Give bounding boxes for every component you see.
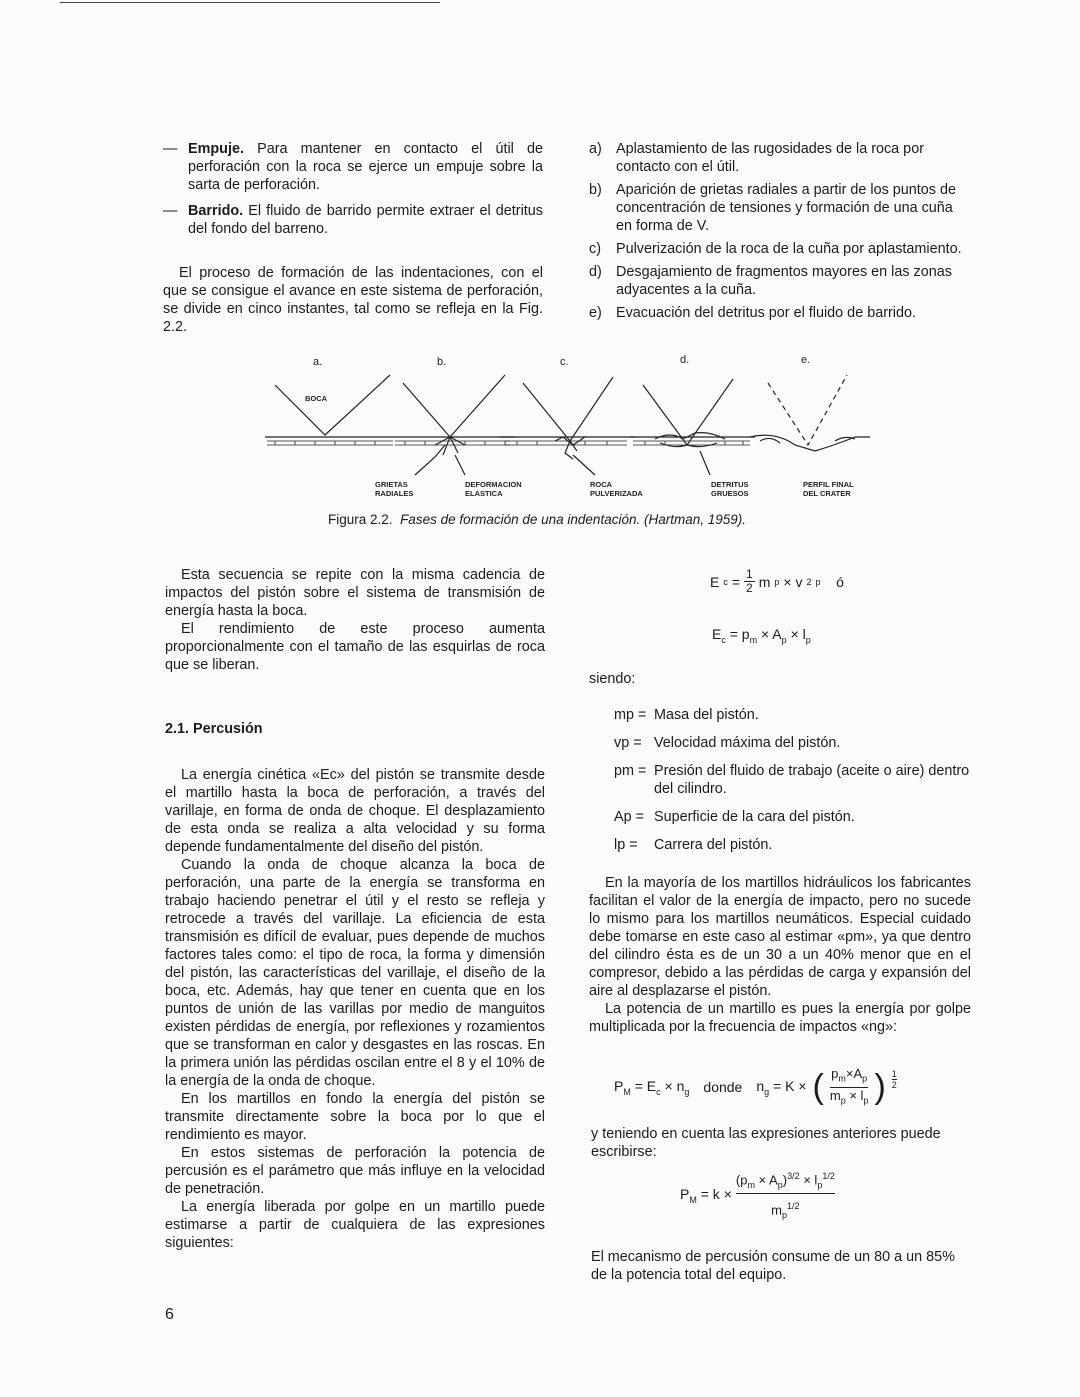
stage-letter: c. bbox=[560, 356, 569, 368]
bullet-empuje: — Empuje. Para mantener en contacto el útil de perforación con la roca se ejerce un empuje sobre la sarta de perforación. bbox=[163, 140, 543, 194]
definition-row: mp = Masa del pistón. bbox=[614, 707, 759, 723]
stage-letter: e. bbox=[801, 354, 811, 366]
equation-ec-1: E c = 1 2 m p × v 2 p ó bbox=[710, 567, 844, 595]
equation-ec-2: $E_c = p_m \times A_p \times l_p$ bbox=[712, 626, 811, 645]
list-item: a) Aplastamiento de las rugosidades de la roca por contacto con el útil. bbox=[589, 141, 924, 175]
bullet-barrido: — Barrido. El fluido de barrido permite extraer el detritus del fondo del barreno. bbox=[163, 202, 543, 238]
label-deformacion: DEFORMACION bbox=[465, 480, 522, 489]
paragraph-potencia-percusion: En estos sistemas de perforación la potencia de percusión es el parámetro que más influye en la velocidad de penetración. bbox=[165, 1145, 545, 1197]
label-detritus: DETRITUS bbox=[711, 480, 749, 489]
label-grietas: RADIALES bbox=[375, 489, 414, 498]
paragraph-fabricantes: En la mayoría de los martillos hidráulicos los fabricantes facilitan el valor de la energía de impacto, pero no sucede lo mismo para los martillos neumáticos. Especial cuidado debe tomarse en este caso al estimar «pm», ya que dentro del cilindro ésta es de un 30 a un 40% menor que en el compresor, debido a las pérdidas de carga y expansión del aire al desplazarse el pistón. bbox=[589, 875, 971, 999]
list-item: d) Desgajamiento de fragmentos mayores en las zonas adyacentes a la cuña. bbox=[589, 264, 952, 298]
label-perfil: DEL CRATER bbox=[803, 489, 851, 498]
paragraph-onda-choque: Cuando la onda de choque alcanza la boca de perforación, una parte de la energía se transforma en trabajo haciendo penetrar el útil y el resto se refleja y retrocede a través del varillaje. La eficiencia de esta transmisión es difícil de evaluar, pues depende de muchos factores tales como: el tipo de roca, la forma y dimensión del pistón, las características del varillaje, el diseño de la boca, etc. Además, hay que tener en cuenta que en los puntos de unión de las varillas por medio de manguitos existen pérdidas de energía, por reflexiones y rozamientos que se transforman en calor y desgastes en las roscas. En la primera unión las pérdidas oscilan entre el 8 y el 10% de la energía de la onda de choque. bbox=[165, 857, 545, 1089]
label-detritus: GRUESOS bbox=[711, 489, 749, 498]
stage-letter: d. bbox=[680, 354, 690, 366]
stage-letter: a. bbox=[313, 356, 323, 368]
equation-pm-final: $P_M = k$ × $\frac{(p_m \times A_p)^{3/2} \times l_p^{1/2}}{m_p^{1/2}}$ bbox=[680, 1168, 835, 1223]
label-perfil: PERFIL FINAL bbox=[803, 480, 854, 489]
definitions-list bbox=[614, 706, 974, 856]
paragraph-rendimiento: El rendimiento de este proceso aumenta proporcionalmente con el tamaño de las esquirlas de roca que se liberan. bbox=[165, 621, 545, 673]
definition-row: vp = Velocidad máxima del pistón. bbox=[614, 735, 841, 751]
list-item: b) Aparición de grietas radiales a partir de los puntos de concentración de tensiones y formación de una cuña en forma de V. bbox=[589, 182, 956, 234]
equation-pm: $P_M = E_c \times n_g$ donde $n_g = K$ × ( $p_m\times A_p$ $m_p \times l_p$ ) 1 2 bbox=[614, 1066, 897, 1108]
left-column-lower bbox=[165, 566, 545, 1252]
definition-row: pm = Presión del fluido de trabajo (aceite o aire) dentro del cilindro. bbox=[614, 763, 970, 797]
definition-row: Ap = Superficie de la cara del pistón. bbox=[614, 809, 855, 825]
list-item: c) Pulverización de la roca de la cuña por aplastamiento. bbox=[589, 241, 962, 257]
right-column-lower bbox=[589, 874, 971, 1036]
top-rule bbox=[60, 2, 440, 3]
paragraph-energia-cinetica: La energía cinética «Ec» del pistón se transmite desde el martillo hasta la boca de perforación, a través del varillaje, en forma de onda de choque. El desplazamiento de esta onda se realiza a alta velocidad y su forma depende fundamentalmente del diseño del pistón. bbox=[165, 767, 545, 855]
page-number: 6 bbox=[165, 1306, 174, 1323]
stage-letter: b. bbox=[437, 356, 447, 368]
definition-row: lp = Carrera del pistón. bbox=[614, 837, 773, 853]
section-heading: 2.1. Percusión bbox=[165, 721, 263, 737]
figure-caption: Figura 2.2. Fases de formación de una indentación. (Hartman, 1959). bbox=[328, 512, 747, 527]
label-grietas: GRIETAS bbox=[375, 480, 408, 489]
label-roca: PULVERIZADA bbox=[590, 489, 643, 498]
paragraph-proceso: El proceso de formación de las indentaciones, con el que se consigue el avance en este sistema de perforación, se divide en cinco instantes, tal como se refleja en la Fig. 2.2. bbox=[163, 265, 543, 335]
paragraph-potencia: La potencia de un martillo es pues la energía por golpe multiplicada por la frecuencia de impactos «ng»: bbox=[589, 1001, 971, 1035]
paragraph-secuencia: Esta secuencia se repite con la misma cadencia de impactos del pistón sobre el sistema de transmisión de energía hasta la boca. bbox=[165, 567, 545, 619]
right-column bbox=[589, 140, 971, 327]
label-boca: BOCA bbox=[305, 394, 328, 403]
paragraph-expresiones: y teniendo en cuenta las expresiones anteriores puede escribirse: bbox=[591, 1126, 941, 1160]
list-item: e) Evacuación del detritus por el fluido de barrido. bbox=[589, 305, 916, 321]
paragraph-martillos-fondo: En los martillos en fondo la energía del pistón se transmite directamente sobre la boca por lo que el rendimiento es mayor. bbox=[165, 1091, 545, 1143]
label-roca: ROCA bbox=[590, 480, 613, 489]
left-column bbox=[163, 140, 543, 336]
paragraph-mecanismo: El mecanismo de percusión consume de un 80 a un 85% de la potencia total del equipo. bbox=[591, 1249, 955, 1283]
siendo-label: siendo: bbox=[589, 671, 636, 687]
label-deformacion: ELASTICA bbox=[465, 489, 503, 498]
paragraph-energia-golpe: La energía liberada por golpe en un martillo puede estimarse a partir de cualquiera de las expresiones siguientes: bbox=[165, 1199, 545, 1251]
indentation-figure bbox=[255, 345, 885, 515]
